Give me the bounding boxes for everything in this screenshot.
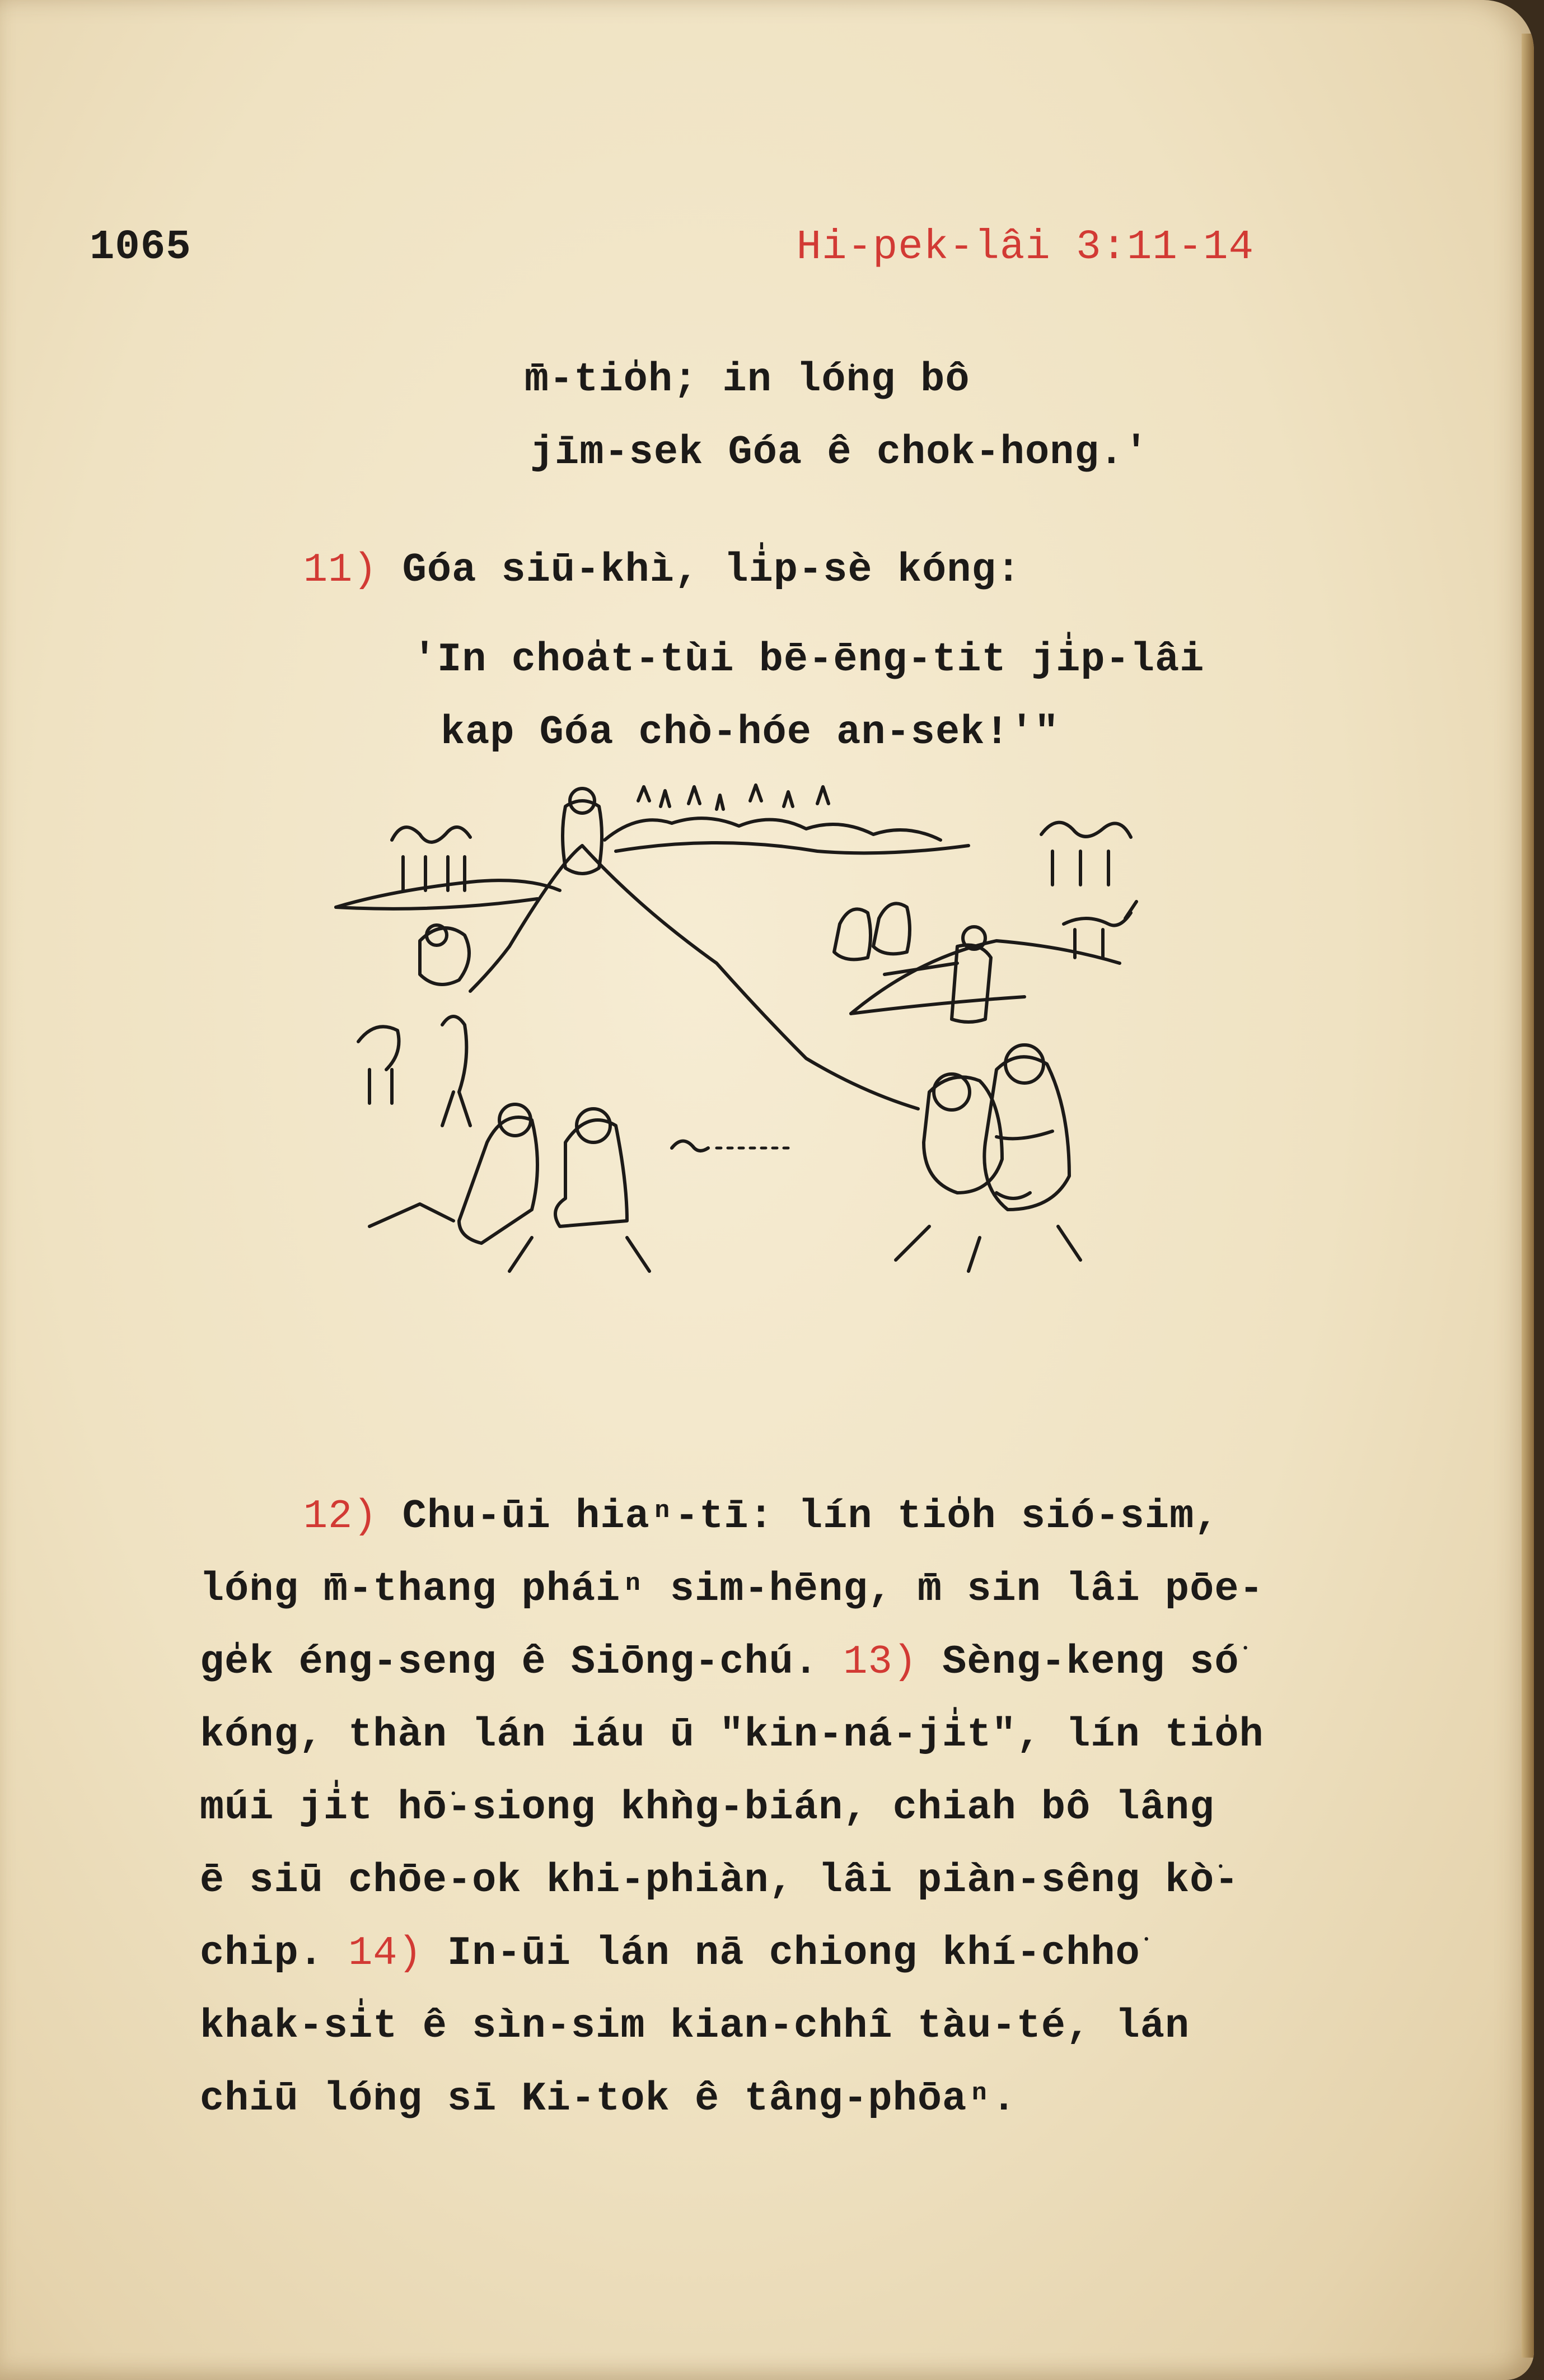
verse-number: 13)	[843, 1639, 918, 1685]
illustration-wilderness-scene	[325, 778, 1243, 1383]
verse-number: 11)	[303, 547, 378, 593]
text-line: ló͘ng m̄-thang pháiⁿ sim-hēng, m̄ sin lâi pōe-	[199, 1566, 1264, 1612]
page-header	[90, 224, 1254, 286]
text-line: 12) Chu-ūi hiaⁿ-tī: lín tio̍h sió-sim,	[303, 1494, 1219, 1539]
running-head: Hi-pek-lâi 3:11-14	[796, 224, 1254, 271]
text-line: jīm-sek Góa ê chok-hong.'	[530, 430, 1149, 475]
verse-number: 14)	[348, 1930, 423, 1976]
text-line: kóng, thàn lán iáu ū "kin-ná-ji̍t", lín tio̍h	[199, 1712, 1264, 1758]
verse-number: 12)	[303, 1494, 378, 1539]
page-edge	[1522, 34, 1534, 2358]
text-line: chip. 14) In-ūi lán nā chiong khí-chho͘	[199, 1930, 1140, 1976]
text-line: 11) Góa siū-khì, li̍p-sè kóng:	[303, 547, 1021, 593]
text-line: ē siū chōe-ok khi-phiàn, lâi piàn-sêng kò͘-	[199, 1858, 1239, 1903]
page-number: 1065	[90, 224, 191, 271]
text-line: 'In choa̍t-tùi bē-ēng-tit ji̍p-lâi	[412, 637, 1205, 683]
text-line: khak-si̍t ê sìn-sim kian-chhî tàu-té, lán	[199, 2003, 1190, 2049]
text-line: chiū ló͘ng sī Ki-tok ê tâng-phōaⁿ.	[199, 2076, 1017, 2122]
text-line: ge̍k éng-seng ê Siōng-chú. 13) Sèng-keng só͘	[199, 1639, 1239, 1685]
text-line: múi ji̍t hō͘-siong khǹg-bián, chiah bô lâng	[199, 1785, 1215, 1831]
text-line: kap Góa chò-hóe an-sek!'"	[440, 710, 1060, 755]
text-line: m̄-tio̍h; in ló͘ng bô	[524, 357, 970, 403]
